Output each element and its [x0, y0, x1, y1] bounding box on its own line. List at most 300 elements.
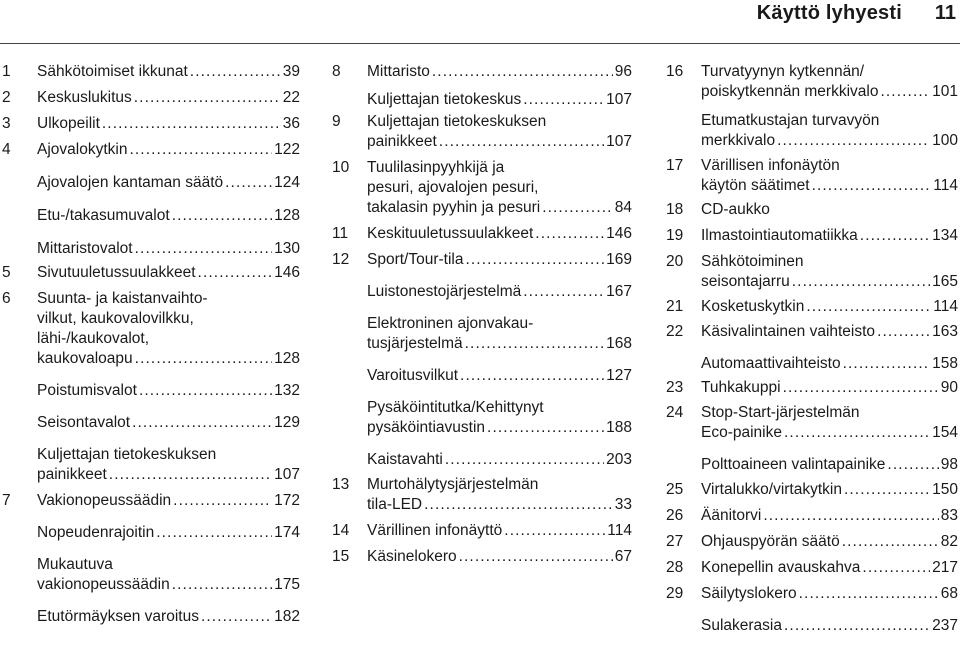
entry-label: Suunta- ja kaistanvaihto- [37, 290, 208, 307]
entry-label: Mukautuva [37, 556, 113, 573]
page-reference: 124 [274, 174, 300, 191]
entry-label: vilkut, kaukovalovilkku, [37, 310, 194, 327]
index-entry [666, 354, 958, 374]
entry-label: Vakionopeussäädin [37, 492, 172, 509]
index-entry [2, 263, 300, 283]
entry-line [701, 322, 958, 342]
entry-label: Seisontavalot [37, 414, 131, 431]
index-entry [666, 111, 958, 151]
index-entry [332, 398, 632, 438]
callout-number [666, 111, 701, 151]
page-reference: 175 [274, 576, 300, 593]
entry-label: vakionopeussäädin [37, 576, 170, 593]
page-reference: 83 [940, 507, 958, 524]
entry-line [37, 206, 300, 226]
index-entry [332, 547, 632, 567]
entry-line [701, 226, 958, 246]
entry-label: Sport/Tour-tila [367, 251, 464, 268]
entry-line [701, 156, 958, 176]
entry-label: Stop-Start-järjestelmän [701, 404, 860, 421]
index-entry [332, 475, 632, 515]
entry-label: seisontajarru [701, 273, 790, 290]
dot-leader [190, 62, 281, 82]
entry-label: Keskuslukitus [37, 89, 132, 106]
dot-leader [139, 381, 272, 401]
dot-leader [135, 349, 272, 369]
entry-line [367, 62, 632, 82]
page-reference: 150 [932, 481, 958, 498]
entry-line [37, 173, 300, 193]
entry-label: Kuljettajan tietokeskus [367, 91, 522, 108]
entry-line [367, 158, 632, 178]
index-entry [2, 62, 300, 82]
callout-number [2, 413, 37, 433]
index-entry [666, 226, 958, 246]
callout-number: 20 [666, 253, 684, 270]
dot-leader [542, 198, 613, 218]
callout-number [666, 616, 701, 636]
page-reference: 33 [614, 496, 632, 513]
entry-label: Kosketuskytkin [701, 298, 805, 315]
callout-number: 8 [332, 63, 341, 80]
dot-leader [535, 224, 604, 244]
page-reference: 182 [274, 608, 300, 625]
entry-line [701, 480, 958, 500]
entry-text [367, 450, 632, 470]
entry-label: Automaattivaihteisto [701, 355, 841, 372]
entry-label: Ajovalojen kantaman säätö [37, 174, 224, 191]
entry-text [701, 584, 958, 604]
dot-leader [523, 282, 604, 302]
callout-number: 17 [666, 157, 684, 174]
entry-line [701, 423, 958, 443]
entry-line [701, 616, 958, 636]
page-reference: 174 [274, 524, 300, 541]
entry-text [701, 506, 958, 526]
entry-line [701, 62, 958, 82]
page-number: 11 [934, 2, 956, 24]
callout-number [2, 381, 37, 401]
entry-line [367, 450, 632, 470]
dot-leader [860, 226, 930, 246]
index-entry [332, 158, 632, 218]
entry-text [37, 555, 300, 595]
entry-text [701, 226, 958, 246]
entry-text [367, 475, 632, 515]
index-entry [2, 239, 300, 259]
callout-number: 7 [2, 492, 11, 509]
entry-text [701, 403, 958, 443]
entry-line [37, 555, 300, 575]
page-reference: 165 [932, 273, 958, 290]
index-entry [2, 289, 300, 369]
entry-text [701, 480, 958, 500]
index-entry [2, 555, 300, 595]
entry-line [37, 239, 300, 259]
index-entry [2, 413, 300, 433]
callout-number [332, 282, 367, 302]
entry-line [367, 521, 632, 541]
entry-text [701, 252, 958, 292]
dot-leader [812, 176, 932, 196]
entry-label: Kaistavahti [367, 451, 443, 468]
entry-label: Käsinelokero [367, 548, 457, 565]
callout-number: 5 [2, 264, 11, 281]
entry-line [367, 178, 632, 198]
entry-line [367, 224, 632, 244]
entry-text [37, 523, 300, 543]
entry-line [701, 200, 958, 220]
entry-label: Mittaristo [367, 63, 430, 80]
callout-number: 16 [666, 63, 684, 80]
dot-leader [156, 523, 272, 543]
callout-number [332, 314, 367, 354]
entry-line [367, 112, 632, 132]
dot-leader [487, 418, 604, 438]
dot-leader [432, 62, 613, 82]
index-entry [666, 455, 958, 475]
index-entry [666, 480, 958, 500]
page-reference: 100 [932, 132, 958, 149]
dot-leader [777, 131, 930, 151]
dot-leader [504, 521, 605, 541]
entry-text [701, 532, 958, 552]
dot-leader [843, 354, 931, 374]
entry-label: Sivutuuletussuulakkeet [37, 264, 196, 281]
index-entry [332, 450, 632, 470]
dot-leader [225, 173, 272, 193]
dot-leader [763, 506, 938, 526]
entry-text [367, 282, 632, 302]
entry-label: Polttoaineen valintapainike [701, 456, 886, 473]
entry-label: Sähkötoiminen [701, 253, 804, 270]
entry-label: pesuri, ajovalojen pesuri, [367, 179, 539, 196]
index-entry [666, 558, 958, 578]
entry-text [367, 158, 632, 218]
dot-leader [862, 558, 930, 578]
page-reference: 134 [932, 227, 958, 244]
page-reference: 146 [274, 264, 300, 281]
entry-text [37, 173, 300, 193]
entry-label: Pysäköintitutka/Kehittynyt [367, 399, 544, 416]
entry-text [701, 558, 958, 578]
entry-label: Etu-/takasumuvalot [37, 207, 170, 224]
dot-leader [460, 366, 604, 386]
entry-label: painikkeet [37, 466, 107, 483]
callout-number: 26 [666, 507, 684, 524]
page-reference: 39 [282, 63, 300, 80]
callout-number: 27 [666, 533, 684, 550]
entry-line [367, 495, 632, 515]
entry-label: Tuulilasinpyyhkijä ja [367, 159, 505, 176]
index-entry [332, 90, 632, 110]
entry-label: Virtalukko/virtakytkin [701, 481, 842, 498]
entry-label: Eco-painike [701, 424, 782, 441]
page-title: Käyttö lyhyesti [756, 2, 902, 24]
entry-text [701, 156, 958, 196]
dot-leader [799, 584, 939, 604]
page-reference: 67 [614, 548, 632, 565]
entry-text [701, 354, 958, 374]
entry-line [701, 82, 958, 102]
entry-label: kaukovaloapu [37, 350, 133, 367]
entry-line [37, 607, 300, 627]
index-entry [666, 378, 958, 398]
entry-text [37, 607, 300, 627]
page-reference: 217 [932, 559, 958, 576]
entry-line [37, 523, 300, 543]
entry-label: Kuljettajan tietokeskuksen [367, 113, 547, 130]
page-reference: 172 [274, 492, 300, 509]
page-reference: 101 [932, 83, 958, 100]
dot-leader [129, 140, 272, 160]
entry-line [367, 314, 632, 334]
entry-line [37, 329, 300, 349]
entry-label: Kuljettajan tietokeskuksen [37, 446, 217, 463]
callout-number [2, 607, 37, 627]
page-reference: 128 [274, 207, 300, 224]
page-reference: 130 [274, 240, 300, 257]
callout-number [2, 555, 37, 595]
callout-number: 9 [332, 113, 341, 130]
entry-text [37, 206, 300, 226]
page-reference: 168 [606, 335, 632, 352]
index-entry [332, 521, 632, 541]
entry-line [37, 309, 300, 329]
dot-leader [172, 575, 272, 595]
dot-leader [887, 455, 938, 475]
index-entry [666, 403, 958, 443]
callout-number: 11 [332, 225, 349, 242]
page-reference: 122 [274, 141, 300, 158]
entry-line [37, 62, 300, 82]
entry-line [367, 418, 632, 438]
index-entry [666, 322, 958, 342]
entry-text [37, 114, 300, 134]
entry-label: Sähkötoimiset ikkunat [37, 63, 188, 80]
entry-line [37, 445, 300, 465]
entry-text [37, 88, 300, 108]
entry-label: Poistumisvalot [37, 382, 137, 399]
index-entry [332, 62, 632, 82]
dot-leader [134, 88, 281, 108]
index-entry [2, 445, 300, 485]
entry-line [37, 114, 300, 134]
entry-text [367, 250, 632, 270]
callout-number: 3 [2, 115, 11, 132]
page-reference: 68 [940, 585, 958, 602]
callout-number [2, 239, 37, 259]
entry-label: lähi-/kaukovalot, [37, 330, 150, 347]
entry-label: Etutörmäyksen varoitus [37, 608, 199, 625]
page-reference: 127 [606, 367, 632, 384]
index-entry [2, 140, 300, 160]
entry-label: Murtohälytysjärjestelmän [367, 476, 539, 493]
entry-label: tusjärjestelmä [367, 335, 463, 352]
entry-text [701, 378, 958, 398]
index-entry [2, 88, 300, 108]
page-reference: 114 [933, 177, 958, 194]
entry-label: Säilytyslokero [701, 585, 797, 602]
index-entry [332, 314, 632, 354]
entry-label: Nopeudenrajoitin [37, 524, 155, 541]
entry-label: Keskituuletussuulakkeet [367, 225, 534, 242]
entry-label: Turvatyynyn kytkennän/ [701, 63, 865, 80]
entry-text [367, 398, 632, 438]
entry-label: Ohjauspyörän säätö [701, 533, 840, 550]
callout-number: 10 [332, 159, 350, 176]
entry-text [367, 366, 632, 386]
entry-line [701, 506, 958, 526]
callout-number: 24 [666, 404, 684, 421]
entry-line [701, 403, 958, 423]
index-entry [2, 381, 300, 401]
callout-number: 18 [666, 201, 684, 218]
index-entry [666, 156, 958, 196]
entry-text [701, 616, 958, 636]
callout-number [332, 450, 367, 470]
callout-number [332, 398, 367, 438]
dot-leader [109, 465, 272, 485]
entry-label: käytön säätimet [701, 177, 810, 194]
entry-line [367, 334, 632, 354]
callout-number: 14 [332, 522, 350, 539]
callout-number [2, 173, 37, 193]
entry-label: painikkeet [367, 133, 437, 150]
entry-label: poiskytkennän merkkivalo [701, 83, 879, 100]
entry-line [367, 250, 632, 270]
entry-line [367, 90, 632, 110]
entry-text [37, 491, 300, 511]
callout-number [332, 366, 367, 386]
dot-leader [135, 239, 273, 259]
index-entry [2, 523, 300, 543]
page-reference: 114 [607, 522, 632, 539]
entry-line [701, 252, 958, 272]
entry-line [37, 491, 300, 511]
callout-number: 2 [2, 89, 11, 106]
entry-label: pysäköintiavustin [367, 419, 486, 436]
index-entry [666, 616, 958, 636]
entry-label: Konepellin avauskahva [701, 559, 861, 576]
page-reference: 22 [282, 89, 300, 106]
dot-leader [102, 114, 281, 134]
entry-line [701, 176, 958, 196]
page-reference: 158 [932, 355, 958, 372]
entry-label: Luistonestojärjestelmä [367, 283, 522, 300]
entry-label: tila-LED [367, 496, 423, 513]
index-entry [332, 282, 632, 302]
page-reference: 36 [282, 115, 300, 132]
dot-leader [784, 423, 930, 443]
entry-text [701, 322, 958, 342]
entry-label: merkkivalo [701, 132, 776, 149]
index-entry [666, 584, 958, 604]
index-entry [2, 607, 300, 627]
dot-leader [806, 297, 931, 317]
callout-number: 21 [666, 298, 684, 315]
entry-line [37, 413, 300, 433]
index-column-3 [666, 62, 958, 636]
page-header [0, 0, 960, 44]
page-reference: 163 [932, 323, 958, 340]
entry-text [37, 445, 300, 485]
dot-leader [439, 132, 604, 152]
callout-number: 4 [2, 141, 11, 158]
dot-leader [445, 450, 604, 470]
entry-label: Sulakerasia [701, 617, 782, 634]
entry-line [367, 132, 632, 152]
dot-leader [172, 206, 272, 226]
entry-line [37, 263, 300, 283]
entry-label: Varoitusvilkut [367, 367, 459, 384]
entry-text [37, 413, 300, 433]
page-reference: 107 [274, 466, 300, 483]
index-entry [2, 491, 300, 511]
entry-text [37, 239, 300, 259]
page-reference: 82 [940, 533, 958, 550]
callout-number: 12 [332, 251, 350, 268]
entry-line [37, 289, 300, 309]
entry-text [701, 62, 958, 102]
entry-line [701, 297, 958, 317]
index-entry [332, 366, 632, 386]
callout-number [332, 90, 367, 110]
index-column-1 [2, 62, 300, 627]
entry-label: Mittaristovalot [37, 240, 133, 257]
page-reference: 84 [614, 199, 632, 216]
entry-line [37, 88, 300, 108]
entry-label: Äänitorvi [701, 507, 762, 524]
callout-number: 13 [332, 476, 350, 493]
entry-label: Etumatkustajan turvavyön [701, 112, 880, 129]
entry-label: CD-aukko [701, 201, 770, 218]
entry-line [367, 366, 632, 386]
index-entry [666, 62, 958, 102]
entry-label: Ajovalokytkin [37, 141, 128, 158]
callout-number: 15 [332, 548, 350, 565]
dot-leader [459, 547, 613, 567]
dot-leader [465, 250, 604, 270]
dot-leader [880, 82, 930, 102]
page-reference: 203 [606, 451, 632, 468]
index-entry [2, 114, 300, 134]
entry-label: Värillisen infonäytön [701, 157, 840, 174]
index-entry [666, 252, 958, 292]
dot-leader [844, 480, 930, 500]
dot-leader [792, 272, 930, 292]
page-reference: 107 [606, 91, 632, 108]
entry-line [367, 547, 632, 567]
entry-line [367, 198, 632, 218]
entry-line [37, 465, 300, 485]
dot-leader [784, 616, 930, 636]
index-entry [2, 206, 300, 226]
dot-leader [783, 378, 939, 398]
dot-leader [424, 495, 613, 515]
page-reference: 146 [606, 225, 632, 242]
entry-line [701, 354, 958, 374]
entry-label: Ilmastointiautomatiikka [701, 227, 858, 244]
entry-text [701, 200, 958, 220]
dot-leader [465, 334, 605, 354]
entry-text [701, 111, 958, 151]
entry-text [37, 62, 300, 82]
entry-line [37, 140, 300, 160]
dot-leader [523, 90, 604, 110]
entry-text [367, 547, 632, 567]
page-reference: 169 [606, 251, 632, 268]
